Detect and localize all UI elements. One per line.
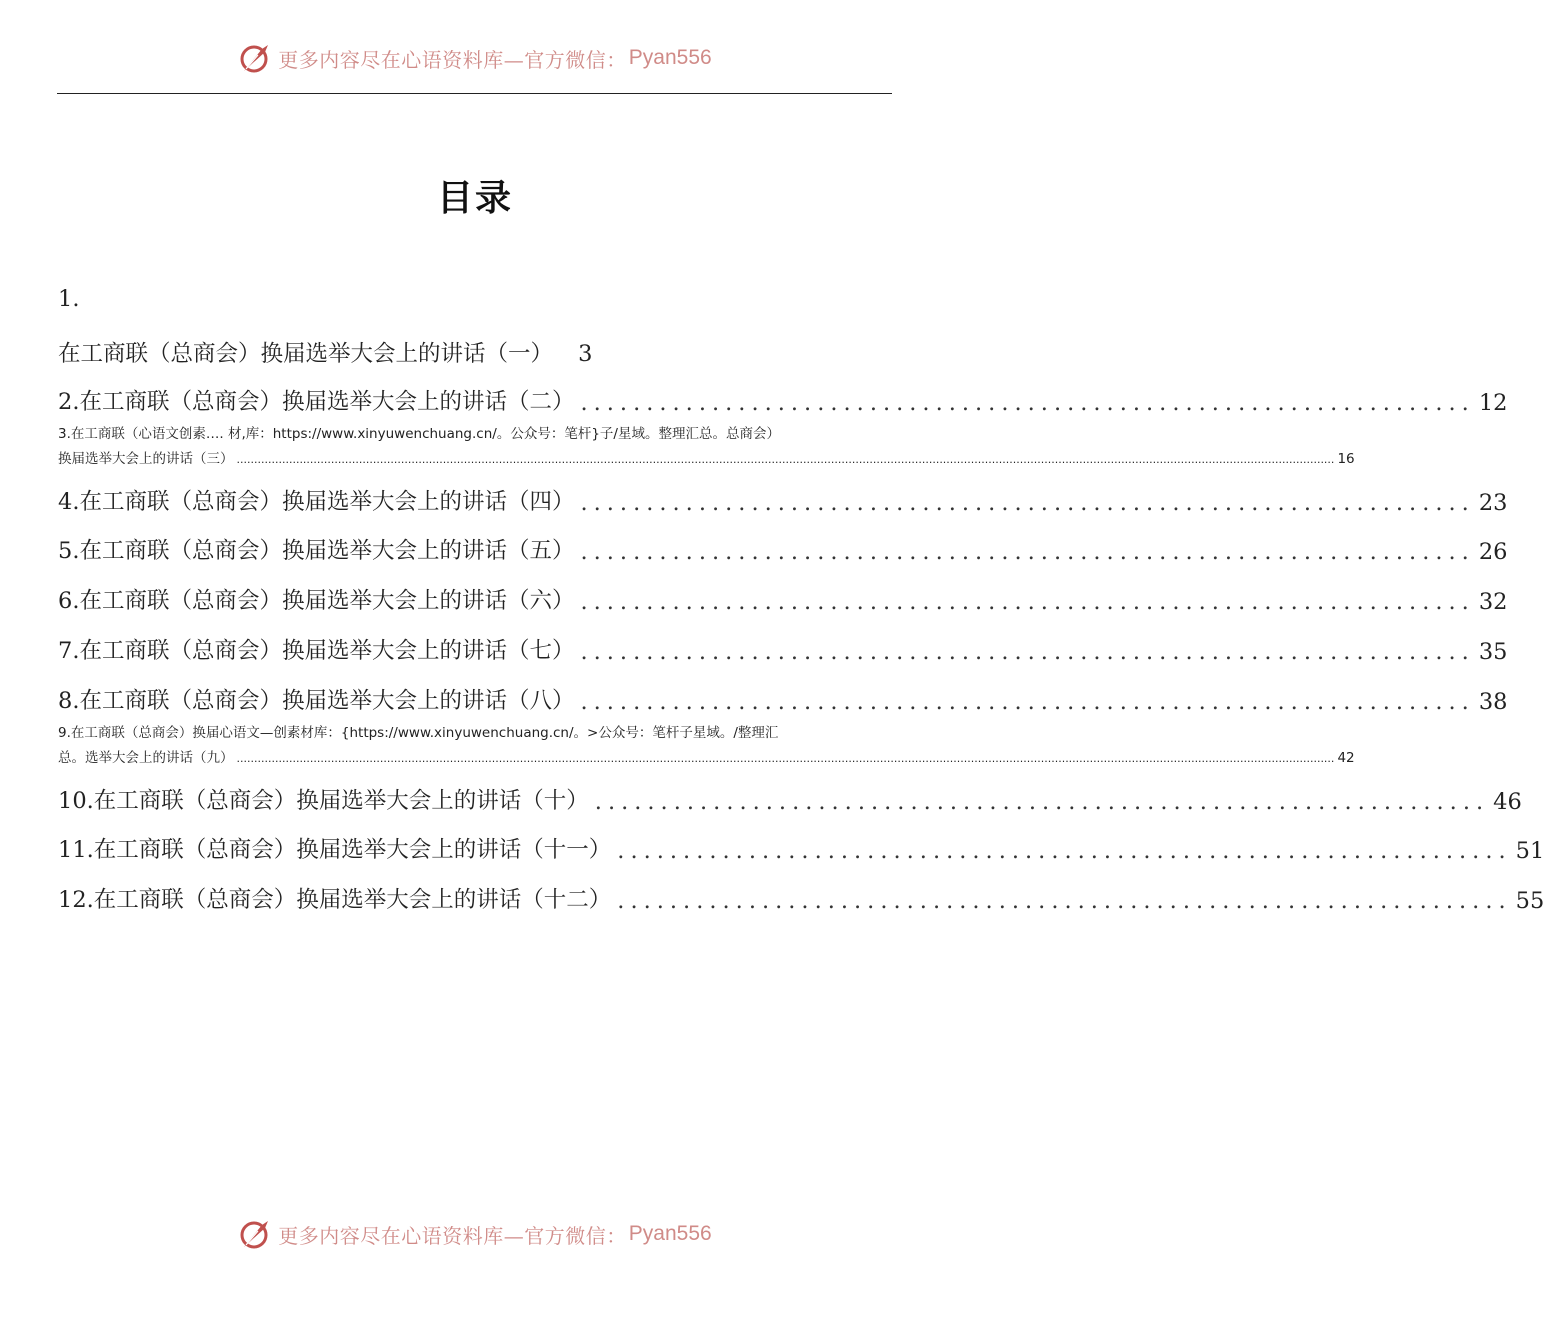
- toc-entry-10-page: 46: [1493, 789, 1522, 815]
- toc-leader-dots: ....................................................................: [617, 888, 1512, 914]
- toc-entry-7-title: 7.在工商联（总商会）换届选举大会上的讲话（七）: [58, 638, 575, 664]
- toc-leader-dots: ....................................................................: [580, 490, 1475, 516]
- toc-entry-11[interactable]: [58, 830, 1544, 864]
- toc-entry-6[interactable]: [58, 581, 1508, 615]
- toc-entry-3-line1: 3.在工商联（心语文创素…. 材,库：https://www.xinyuwenchuang.cn/。公众号：笔杆}子/星域。整理汇总。总商会）: [58, 426, 780, 442]
- toc-entry-11-page: 51: [1515, 838, 1544, 864]
- banner-handle: Pyan556: [628, 1222, 712, 1245]
- banner-text: 更多内容尽在心语资料库—官方微信：: [278, 47, 627, 72]
- toc-entry-12-title: 12.在工商联（总商会）换届选举大会上的讲话（十二）: [58, 887, 612, 913]
- banner-handle: Pyan556: [628, 46, 712, 69]
- toc-leader-dots: ....................................................................: [594, 789, 1490, 815]
- toc-leader-dots: ....................................................................: [580, 639, 1475, 665]
- toc-entry-5-page: 26: [1478, 539, 1508, 565]
- toc-leader-dots: ..........................................................................................................................................................................................................................................................................................................................: [236, 752, 1335, 765]
- header-banner: [0, 36, 950, 80]
- toc-entry-8-page: 38: [1478, 689, 1508, 715]
- toc-entry-2[interactable]: [58, 382, 1508, 416]
- toc-entry-4-page: 23: [1478, 490, 1508, 516]
- toc-entry-2-title: 2.在工商联（总商会）换届选举大会上的讲话（二）: [58, 389, 575, 415]
- quill-logo-icon: [238, 41, 272, 75]
- toc-leader-dots: ..........................................................................................................................................................................................................................................................................................................................: [236, 453, 1335, 466]
- toc-entry-1[interactable]: [58, 336, 593, 368]
- toc-entry-11-title: 11.在工商联（总商会）换届选举大会上的讲话（十一）: [58, 837, 612, 863]
- toc-entry-3-page: 16: [1337, 451, 1355, 467]
- toc-entry-5[interactable]: [58, 531, 1508, 565]
- toc-entry-9-line2: 总。选举大会上的讲话（九）: [58, 750, 234, 766]
- footer-banner: [0, 1212, 950, 1256]
- toc-entry-1-page: 3: [578, 341, 593, 367]
- toc-entry-1-title: 在工商联（总商会）换届选举大会上的讲话（一）: [58, 341, 554, 367]
- toc-entry-8[interactable]: [58, 681, 1508, 715]
- header-rule: [57, 93, 892, 94]
- toc-leader-dots: ....................................................................: [580, 539, 1475, 565]
- toc-entry-1-number: 1.: [58, 286, 80, 312]
- toc-entry-6-title: 6.在工商联（总商会）换届选举大会上的讲话（六）: [58, 588, 575, 614]
- toc-leader-dots: ....................................................................: [580, 589, 1475, 615]
- toc-entry-9-page: 42: [1337, 750, 1355, 766]
- toc-entry-3[interactable]: [58, 422, 1355, 472]
- toc-entry-12-page: 55: [1515, 888, 1544, 914]
- toc-entry-7[interactable]: [58, 631, 1508, 665]
- toc-entry-10[interactable]: [58, 781, 1522, 815]
- toc-leader-dots: ....................................................................: [617, 838, 1512, 864]
- toc-entry-7-page: 35: [1478, 639, 1508, 665]
- toc-entry-2-page: 12: [1478, 390, 1508, 416]
- toc-entry-9-line1: 9.在工商联（总商会）换届心语文—创素材库：{https://www.xinyuwenchuang.cn/。>公众号：笔杆子星域。/整理汇: [58, 725, 779, 741]
- toc-entry-5-title: 5.在工商联（总商会）换届选举大会上的讲话（五）: [58, 538, 575, 564]
- quill-logo-icon: [238, 1217, 272, 1251]
- toc-entry-8-title: 8.在工商联（总商会）换届选举大会上的讲话（八）: [58, 688, 575, 714]
- toc-entry-4-title: 4.在工商联（总商会）换届选举大会上的讲话（四）: [58, 489, 575, 515]
- toc-entry-3-line2: 换届选举大会上的讲话（三）: [58, 451, 234, 467]
- toc-entry-12[interactable]: [58, 880, 1544, 914]
- toc-entry-4[interactable]: [58, 482, 1508, 516]
- toc-entry-3-line2-row: [58, 447, 1355, 472]
- toc-entry-9[interactable]: [58, 721, 1355, 771]
- banner-text: 更多内容尽在心语资料库—官方微信：: [278, 1223, 627, 1248]
- toc-leader-dots: ....................................................................: [580, 390, 1475, 416]
- toc-leader-dots: ....................................................................: [580, 689, 1475, 715]
- toc-entry-10-title: 10.在工商联（总商会）换届选举大会上的讲话（十）: [58, 788, 589, 814]
- page-title: 目录: [436, 177, 513, 219]
- toc-entry-6-page: 32: [1478, 589, 1508, 615]
- toc-entry-9-line2-row: [58, 746, 1355, 771]
